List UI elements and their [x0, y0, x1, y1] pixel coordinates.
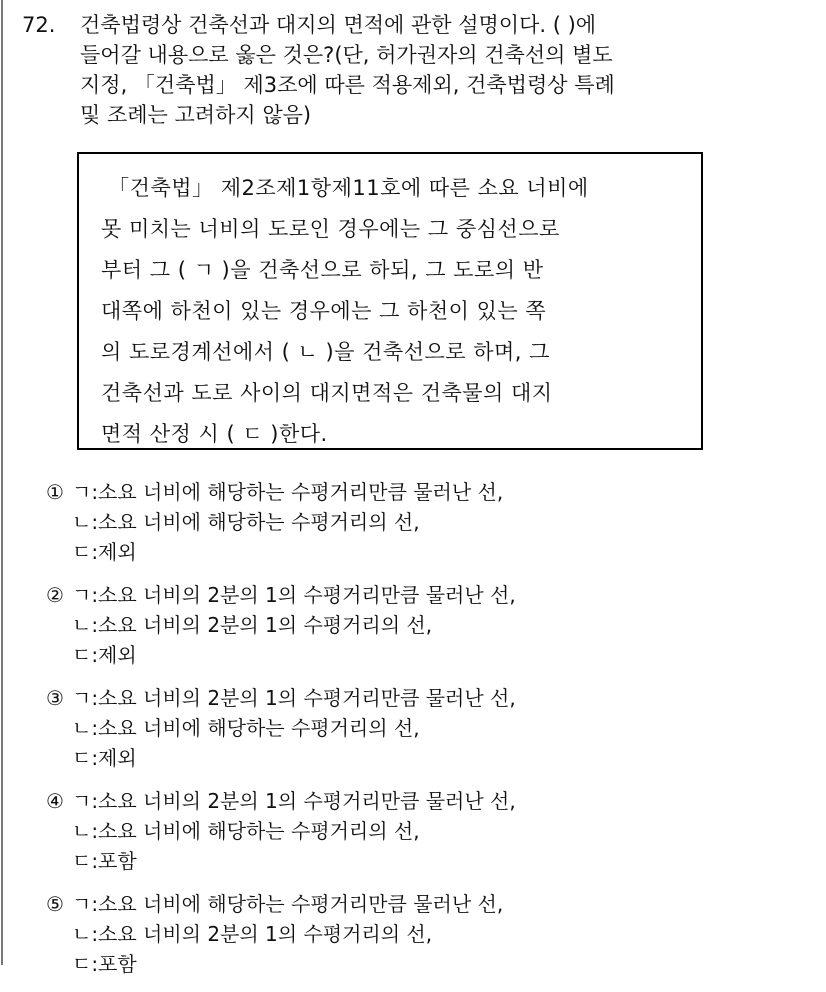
option-marker: ⑤ — [46, 892, 64, 916]
option-value: 소요 너비에 해당하는 수평거리만큼 물러난 선, — [98, 480, 504, 504]
option-key: ㄷ: — [72, 952, 99, 976]
question-line: 및 조례는 고려하지 않음) — [80, 103, 312, 127]
option-value: 제외 — [98, 643, 137, 667]
option-value: 소요 너비의 2분의 1의 수평거리의 선, — [98, 922, 433, 946]
question-stem — [22, 10, 812, 130]
option-value: 소요 너비에 해당하는 수평거리만큼 물러난 선, — [98, 892, 504, 916]
option-key: ㄴ: — [72, 716, 99, 740]
option-4[interactable] — [46, 786, 806, 876]
option-key: ㄱ: — [72, 583, 99, 607]
option-value: 제외 — [98, 746, 137, 770]
option-2[interactable] — [46, 580, 806, 670]
option-value: 포함 — [98, 952, 137, 976]
passage-text — [101, 168, 691, 455]
option-value: 소요 너비에 해당하는 수평거리의 선, — [98, 819, 420, 843]
option-marker: ② — [46, 583, 64, 607]
option-marker: ④ — [46, 789, 64, 813]
question-text: 건축법령상 건축선과 대지의 면적에 관한 설명이다. ( )에 — [80, 13, 597, 37]
option-key: ㄷ: — [72, 746, 99, 770]
option-key: ㄴ: — [72, 510, 99, 534]
question-line: 지정, 「건축법」 제3조에 따른 적용제외, 건축법령상 특례 — [80, 73, 615, 97]
passage-line: 「건축법」 제2조제1항제11호에 따른 소요 너비에 — [101, 176, 589, 200]
passage-line: 대쪽에 하천이 있는 경우에는 그 하천이 있는 쪽 — [101, 299, 547, 323]
question-line: 들어갈 내용으로 옳은 것은?(단, 허가권자의 건축선의 별도 — [80, 43, 613, 67]
option-key: ㄱ: — [72, 480, 99, 504]
passage-line: 부터 그 ( ㄱ )을 건축선으로 하되, 그 도로의 반 — [101, 258, 544, 282]
passage-line: 의 도로경계선에서 ( ㄴ )을 건축선으로 하며, 그 — [101, 340, 550, 364]
option-value: 포함 — [98, 849, 137, 873]
option-value: 소요 너비의 2분의 1의 수평거리의 선, — [98, 613, 433, 637]
passage-line: 못 미치는 너비의 도로인 경우에는 그 중심선으로 — [101, 217, 560, 241]
option-key: ㄷ: — [72, 849, 99, 873]
option-key: ㄱ: — [72, 892, 99, 916]
option-value: 소요 너비의 2분의 1의 수평거리만큼 물러난 선, — [98, 686, 516, 710]
option-key: ㄱ: — [72, 686, 99, 710]
option-marker: ③ — [46, 686, 64, 710]
option-3[interactable] — [46, 683, 806, 773]
option-1[interactable] — [46, 477, 806, 567]
option-value: 소요 너비의 2분의 1의 수평거리만큼 물러난 선, — [98, 583, 516, 607]
option-value: 소요 너비의 2분의 1의 수평거리만큼 물러난 선, — [98, 789, 516, 813]
passage-box — [77, 152, 703, 450]
option-key: ㄱ: — [72, 789, 99, 813]
option-value: 제외 — [98, 540, 137, 564]
passage-line: 건축선과 도로 사이의 대지면적은 건축물의 대지 — [101, 381, 553, 405]
option-value: 소요 너비에 해당하는 수평거리의 선, — [98, 716, 420, 740]
left-margin-rule — [1, 0, 3, 965]
question-number: 72. — [22, 13, 56, 37]
option-key: ㄴ: — [72, 819, 99, 843]
option-key: ㄷ: — [72, 643, 99, 667]
option-key: ㄴ: — [72, 922, 99, 946]
option-value: 소요 너비에 해당하는 수평거리의 선, — [98, 510, 420, 534]
option-marker: ① — [46, 480, 64, 504]
option-key: ㄷ: — [72, 540, 99, 564]
passage-line: 면적 산정 시 ( ㄷ )한다. — [101, 422, 328, 446]
option-5[interactable] — [46, 889, 806, 979]
question-line — [22, 10, 812, 40]
answer-options — [46, 477, 806, 992]
option-key: ㄴ: — [72, 613, 99, 637]
